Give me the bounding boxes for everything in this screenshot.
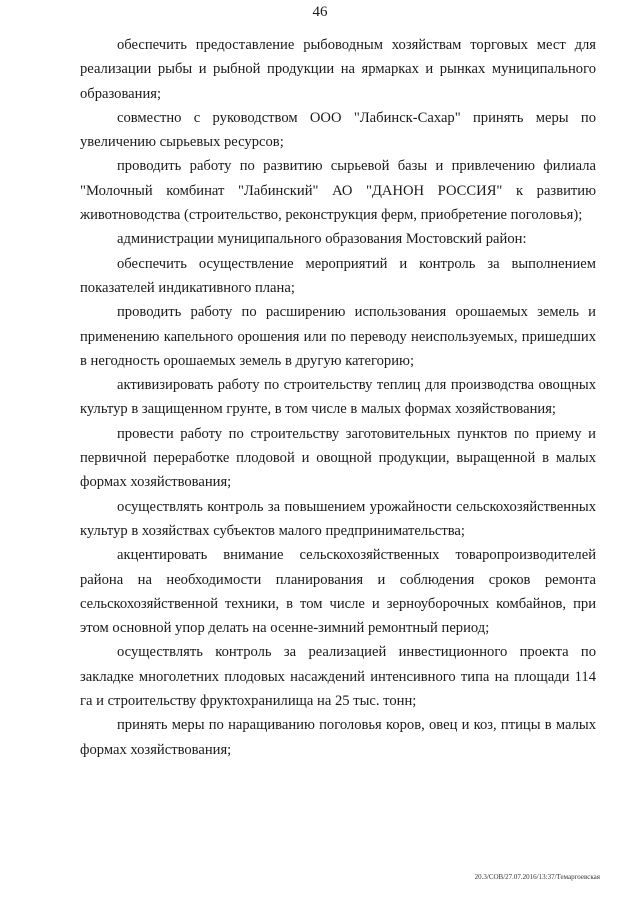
paragraph: обеспечить осуществление мероприятий и контроль за выполнением показателей индикативного плана; <box>80 255 596 296</box>
paragraph: осуществлять контроль за повышением урожайности сельскохозяйственных культур в хозяйствах субъектов малого предпринимательства; <box>80 498 596 539</box>
paragraph: активизировать работу по строительству теплиц для производства овощных культур в защищенном грунте, в том числе в малых формах хозяйствования; <box>80 377 596 418</box>
paragraph: администрации муниципального образования Мостовский район: <box>117 231 527 248</box>
paragraph: обеспечить предоставление рыбоводным хозяйствам торговых мест для реализации рыбы и рыбной продукции на ярмарках и рынках муниципального образования; <box>80 37 596 102</box>
footer-reference: 20.3/СОВ/27.07.2016/13:37/Темаргоевская <box>474 873 600 881</box>
paragraph: акцентировать внимание сельскохозяйственных товаропроизводителей района на необходимости планирования и соблюдения сроков ремонта сельскохозяйственной техники, в том числе и зерноуборочных комбайнов, при этом основной упор делать на осенне-зимний ремонтный период; <box>80 547 596 637</box>
document-body <box>80 33 596 762</box>
paragraph: осуществлять контроль за реализацией инвестиционного проекта по закладке многолетних плодовых насаждений интенсивного типа на площади 114 га и строительству фруктохранилища на 25 тыс. тонн; <box>80 644 596 710</box>
paragraph: совместно с руководством ООО "Лабинск-Сахар" принять меры по увеличению сырьевых ресурсов; <box>80 109 596 151</box>
paragraph: проводить работу по расширению использования орошаемых земель и применению капельного орошения или по переводу неиспользуемых, пришедших в негодность орошаемых земель в другую категорию; <box>80 304 596 369</box>
paragraph: принять меры по наращиванию поголовья коров, овец и коз, птицы в малых формах хозяйствования; <box>80 717 596 758</box>
paragraph: проводить работу по развитию сырьевой базы и привлечению филиала "Молочный комбинат "Лабинский" АО "ДАНОН РОССИЯ" к развитию животноводства (строительство, реконструкция ферм, приобретение поголовья); <box>80 158 596 224</box>
page-number: 46 <box>312 4 328 20</box>
paragraph: провести работу по строительству заготовительных пунктов по приему и первичной переработке плодовой и овощной продукции, выращенной в малых формах хозяйствования; <box>80 425 596 491</box>
